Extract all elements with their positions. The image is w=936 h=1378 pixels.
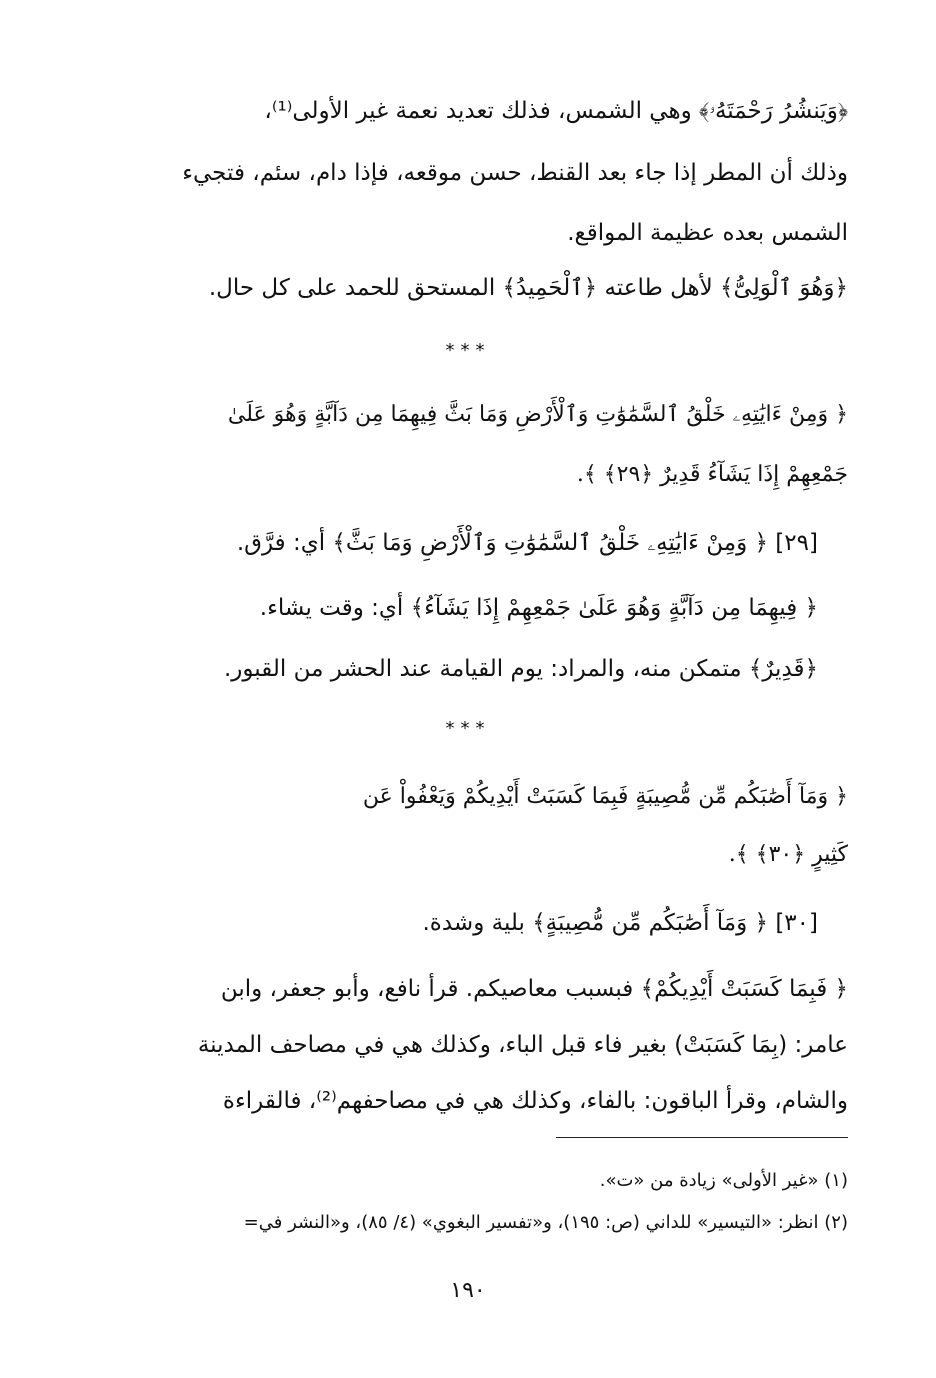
page-number: ١٩٠ <box>450 1278 486 1303</box>
verse-29-line-1: ﴿ وَمِنْ ءَايَٰتِهِۦ خَلْقُ ٱلسَّمَٰوَٰتِ وَٱلْأَرْضِ وَمَا بَثَّ فِيهِمَا مِن دَآبَّةٍ وَهُوَ عَلَىٰ <box>227 402 848 427</box>
commentary-30-line-2: ﴿ فَبِمَا كَسَبَتْ أَيْدِيكُمْ﴾ فبسبب معاصيكم. قرأ نافع، وأبو جعفر، وابن <box>220 976 848 1002</box>
verse-30-line-1: ﴿ وَمَآ أَصَٰبَكُم مِّن مُّصِيبَةٍ فَبِمَا كَسَبَتْ أَيْدِيكُمْ وَيَعْفُواْ عَن <box>362 784 848 809</box>
body-line-1: ﴿وَيَنشُرُ رَحْمَتَهُۥ﴾ وهي الشمس، فذلك تعديد نعمة غير الأولى⁽¹⁾، <box>264 98 848 124</box>
verse-30-line-2: كَثِيرٍ ﴿٣٠﴾ ﴾. <box>728 842 848 867</box>
body-line-3: الشمس بعده عظيمة المواقع. <box>567 220 848 246</box>
section-separator: *** <box>445 718 491 739</box>
verse-29-line-2: جَمْعِهِمْ إِذَا يَشَآءُ قَدِيرٌ ﴿٢٩﴾ ﴾. <box>576 462 848 487</box>
commentary-29-line-2: ﴿ فِيهِمَا مِن دَآبَّةٍ وَهُوَ عَلَىٰ جَمْعِهِمْ إِذَا يَشَآءُ﴾ أي: وقت يشاء. <box>259 595 818 621</box>
commentary-29-line-3: ﴿قَدِيرٌ﴾ متمكن منه، والمراد: يوم القيامة عند الحشر من القبور. <box>223 656 818 682</box>
footnote-divider <box>556 1137 848 1138</box>
body-line-4: ﴿وَهُوَ ٱلْوَلِىُّ﴾ لأهل طاعته ﴿ٱلْحَمِيدُ﴾ المستحق للحمد على كل حال. <box>208 275 848 301</box>
footnote-1: (١) «غير الأولى» زيادة من «ت». <box>599 1170 848 1191</box>
commentary-29-line-1: [٢٩] ﴿ وَمِنْ ءَايَٰتِهِۦ خَلْقُ ٱلسَّمَٰوَٰتِ وَٱلْأَرْضِ وَمَا بَثَّ﴾ أي: فرَّق. <box>236 530 818 556</box>
commentary-30-line-4: والشام، وقرأ الباقون: بالفاء، وكذلك هي في مصاحفهم⁽²⁾، فالقراءة <box>222 1088 848 1114</box>
body-line-2: وذلك أن المطر إذا جاء بعد القنط، حسن موقعه، فإذا دام، سئم، فتجيء <box>182 160 848 186</box>
footnote-2: (٢) انظر: «التيسير» للداني (ص: ١٩٥)، و«تفسير البغوي» (٤/ ٨٥)، و«النشر في= <box>243 1212 848 1233</box>
section-separator: *** <box>445 340 491 361</box>
commentary-30-line-1: [٣٠] ﴿ وَمَآ أَصَٰبَكُم مِّن مُّصِيبَةٍ﴾ بلية وشدة. <box>422 910 818 936</box>
commentary-30-line-3: عامر: (بِمَا كَسَبَتْ) بغير فاء قبل الباء، وكذلك هي في مصاحف المدينة <box>197 1032 848 1058</box>
